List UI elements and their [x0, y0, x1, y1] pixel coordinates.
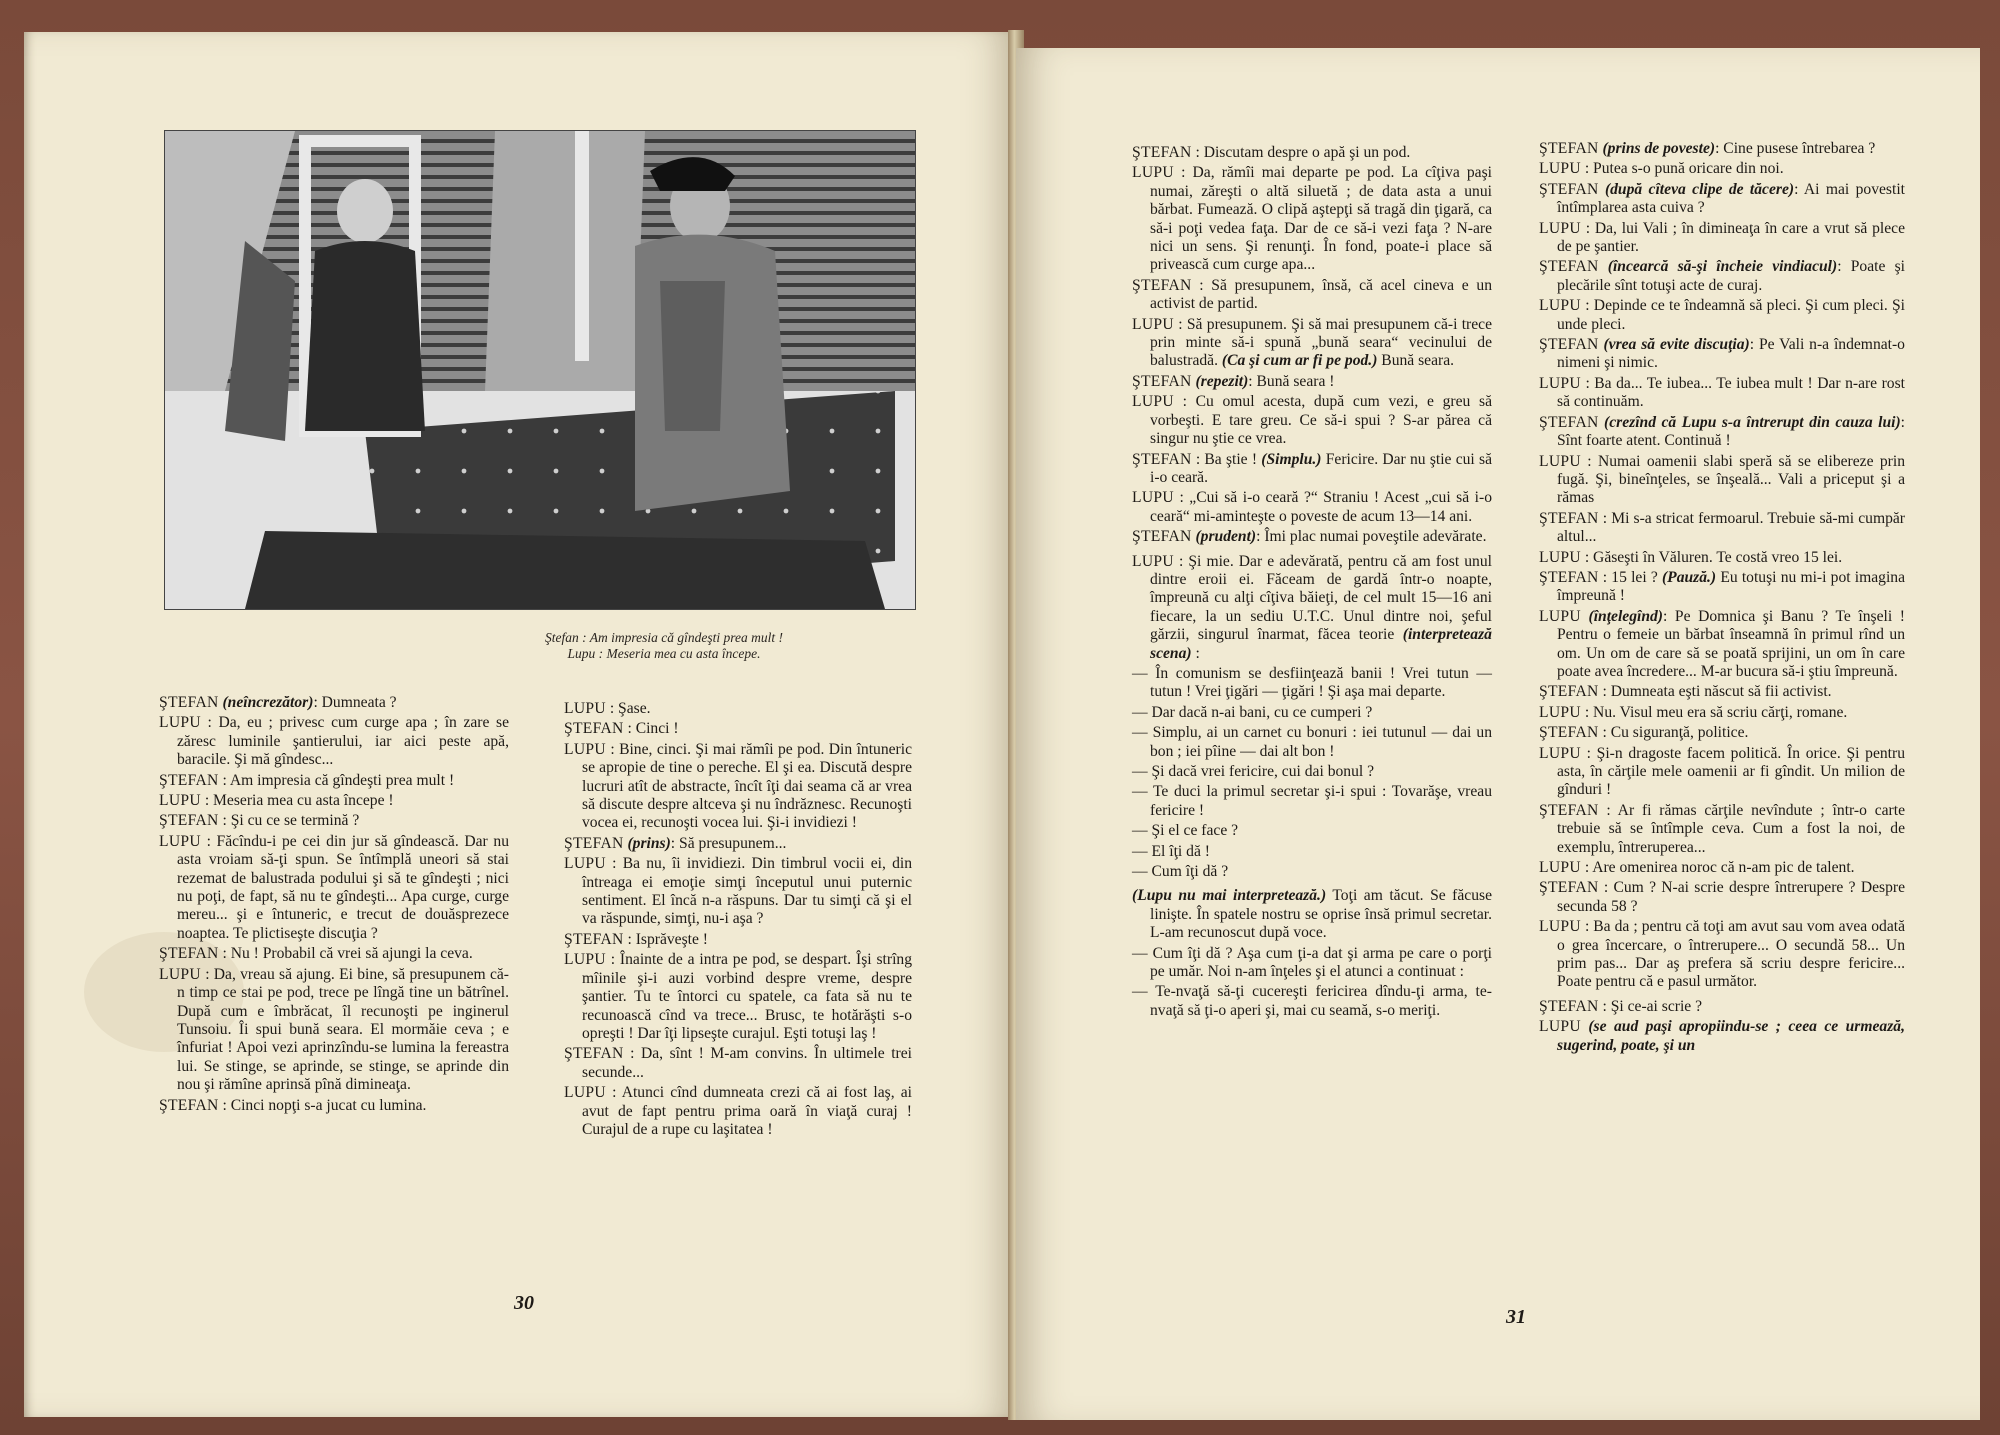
- dialogue-line: [564, 1045, 912, 1082]
- speaker-name: LUPU: [564, 700, 606, 717]
- speaker-name: LUPU: [1132, 489, 1174, 507]
- speaker-name: LUPU: [159, 832, 201, 850]
- dialogue-text: : Da, rămîi mai departe pe pod. La cîţiva paşi numai, zăreşti o altă siluetă ; de data asta a unui bărbat. Fumează. O clipă aştepţi să tragă din ţigară, ca să-i poţi vedea faţa. Dar de ce să-i vezi faţa ? N-are nici un sens. Şi renunţi. În fond, poate-i place să privească cum curge apa...: [1150, 164, 1492, 274]
- speaker-name: ŞTEFAN: [1539, 568, 1599, 586]
- speaker-name: LUPU: [1539, 918, 1581, 936]
- dialogue-text: : Şi ce-ai scrie ?: [1602, 997, 1703, 1015]
- dialogue-text: : Şi-n dragoste facem politică. În orice. Şi pentru asta, în cărţile mele oamenii ar fi gîndit. Un milion de gînduri !: [1557, 744, 1905, 799]
- speaker-name: ŞTEFAN: [564, 720, 624, 738]
- stage-direction: (Lupu nu mai interpretează.): [1132, 887, 1327, 905]
- dialogue-line: [159, 812, 509, 830]
- dialogue-text: : Depinde ce te îndeamnă să pleci. Şi cum pleci. Şi unde pleci.: [1557, 297, 1906, 333]
- speaker-name: ŞTEFAN: [1132, 450, 1192, 468]
- right-page-column-2: [1539, 140, 1905, 1057]
- dialogue-text: : Şase.: [609, 700, 651, 717]
- speaker-name: LUPU: [564, 951, 606, 969]
- stage-photo: [164, 130, 916, 610]
- dialogue-text: : Numai oamenii slabi speră să se elibereze prin fugă. Şi, bineînţeles, se înşeală... Vali a priceput şi a rămas: [1557, 452, 1905, 507]
- dialogue-text: : Sînt foarte atent. Continuă !: [1557, 413, 1905, 450]
- stage-direction: (prins): [627, 834, 671, 852]
- dialogue-line: [1132, 945, 1492, 982]
- dialogue-text: : Ba nu, îi invidiezi. Din timbrul vocii ei, din întreaga ei emoţie simţi începutul unui puternic sentiment. El încă n-a răspuns. Dar tu simţi că şi el va răspunde, simţi, nu-i aşa ?: [582, 855, 913, 928]
- speaker-name: ŞTEFAN: [159, 812, 219, 830]
- stage-direction: (prins de poveste): [1602, 140, 1716, 157]
- dialogue-text: : Atunci cînd dumneata crezi că ai fost laş, ai avut de fapt pentru prima oară în viaţă curaj ! Curajul de a rupe cu laşitatea !: [582, 1084, 912, 1138]
- dialogue-text: : Făcîndu-i pe cei din jur să gîndească. Dar nu asta vroiam să-ţi spun. Se întîmplă uneori să stai rezemat de balustrada podului şi să te gîndeşti ; nici nu poţi, de fapt, să nu te gîndeşti... Apa curge, curge mereu... şi e întuneric, e trecut de douăsprezece noaptea. Te plictiseşte discuţia ?: [177, 832, 509, 942]
- dialogue-line: [1539, 745, 1905, 800]
- left-page-column-1: [159, 694, 509, 1117]
- speaker-name: LUPU: [159, 714, 201, 732]
- stage-direction: (după cîteva clipe de tăcere): [1604, 180, 1795, 198]
- photo-caption: [444, 630, 884, 662]
- dialogue-text: : Înainte de a intra pe pod, se despart. Îşi strîng mîinile şi-i auzi vorbind despre vreme, despre şantier. Tu te întorci cu spatele, ca fata să nu te recunoască cînd va trece... Brusc, te hotărăşti s-o opreşti ! Dar îţi lipseşte curajul. Eşti totuşi laş !: [582, 951, 912, 1042]
- dialogue-line: [1132, 277, 1492, 314]
- speaker-name: ŞTEFAN: [1539, 801, 1599, 819]
- speaker-name: ŞTEFAN: [1132, 528, 1192, 546]
- dialogue-text: : Cinci !: [627, 720, 679, 738]
- dialogue-text: : Are omenirea noroc că n-am pic de talent.: [1584, 859, 1855, 877]
- dialogue-line: [1539, 549, 1905, 567]
- dialogue-line: [1132, 843, 1492, 861]
- caption-line: Lupu : Meseria mea cu asta începe.: [567, 646, 761, 661]
- dialogue-text: : Poate şi plecările sînt totuşi acte de curaj.: [1557, 258, 1905, 294]
- dialogue-text: : Îmi plac numai poveştile adevărate.: [1256, 528, 1487, 546]
- stage-direction: (Pauză.): [1661, 568, 1717, 586]
- dialogue-line: [1539, 297, 1905, 334]
- dialogue-text: : Cine pusese întrebarea ?: [1715, 140, 1876, 157]
- dialogue-text: Bună seara.: [1377, 352, 1455, 370]
- dialogue-line: [159, 772, 509, 790]
- dialogue-line: [1539, 724, 1905, 742]
- dialogue-text: : Cinci nopţi s-a jucat cu lumina.: [222, 1096, 427, 1114]
- stage-direction: (interpretează scena): [1150, 626, 1492, 662]
- dialogue-line: [1132, 863, 1492, 881]
- dialogue-line: [1539, 704, 1905, 722]
- speaker-name: LUPU: [1132, 315, 1174, 333]
- dialogue-line: [1539, 336, 1905, 373]
- speaker-name: LUPU: [1539, 374, 1581, 392]
- stage-direction: (neîncrezător): [222, 694, 314, 711]
- page-number-right: 31: [1506, 1306, 1526, 1328]
- dialogue-text: — Te-nvaţă să-ţi cucereşti fericirea dîndu-ţi arma, te-nvaţă să ţi-o aperi şi, mai cu seamă, s-o meriţi.: [1132, 983, 1492, 1019]
- dialogue-line: [159, 1097, 509, 1115]
- dialogue-text: : Să presupunem...: [670, 834, 787, 852]
- dialogue-line: [564, 1084, 912, 1139]
- left-page: [24, 32, 1014, 1417]
- speaker-name: ŞTEFAN: [159, 771, 219, 789]
- dialogue-text: — În comunism se desfiinţează banii ! Vrei tutun — tutun ! Vrei ţigări — ţigări ! Şi aşa mai departe.: [1132, 664, 1492, 701]
- speaker-name: ŞTEFAN: [1539, 997, 1599, 1015]
- speaker-name: ŞTEFAN: [1539, 413, 1599, 431]
- dialogue-text: Eu totuşi nu mi-i pot imagina împreună !: [1557, 568, 1905, 605]
- dialogue-line: [1539, 453, 1905, 508]
- dialogue-line: [1132, 983, 1492, 1020]
- dialogue-text: : Să presupunem. Şi să mai presupunem că-i trece prin minte să-i spună „bună seara“ vecinului de balustradă.: [1150, 315, 1492, 370]
- stage-direction: (înţelegînd): [1588, 607, 1663, 625]
- speaker-name: LUPU: [1132, 393, 1174, 411]
- speaker-name: ŞTEFAN: [1132, 276, 1192, 294]
- dialogue-text: : Putea s-o pună oricare din noi.: [1584, 160, 1784, 178]
- dialogue-text: : Şi cu ce se termină ?: [222, 812, 360, 830]
- dialogue-line: [159, 966, 509, 1095]
- speaker-name: ŞTEFAN: [1539, 336, 1599, 354]
- dialogue-text: — Şi dacă vrei fericire, cui dai bonul ?: [1132, 763, 1375, 780]
- page-number-left: 30: [514, 1292, 534, 1314]
- speaker-name: ŞTEFAN: [1539, 180, 1599, 198]
- dialogue-text: : Bine, cinci. Şi mai rămîi pe pod. Din întuneric se apropie de tine o pereche. El şi ea. Discută despre lucruri atît de abstracte, încît îţi dai seama că ar vrea să discute despre altceva şi nu îndrăznesc. Recunoşti vocea ei, recunoşti vocea lui. Şi-i invidiezi !: [582, 740, 912, 832]
- speaker-name: LUPU: [1539, 859, 1581, 877]
- stage-direction: (vrea să evite discuţia): [1603, 336, 1750, 354]
- speaker-name: LUPU: [1539, 607, 1581, 625]
- dialogue-line: [159, 945, 509, 963]
- dialogue-text: : Nu ! Probabil că vrei să ajungi la ceva.: [222, 945, 473, 963]
- dialogue-text: : Găseşti în Văluren. Te costă vreo 15 lei.: [1584, 548, 1843, 566]
- stage-direction: (prudent): [1195, 528, 1257, 546]
- dialogue-text: : Mi s-a stricat fermoarul. Trebuie să-mi cumpăr altul...: [1557, 509, 1905, 546]
- speaker-name: ŞTEFAN: [1539, 258, 1599, 276]
- dialogue-line: [1132, 887, 1492, 942]
- dialogue-text: : Cu omul acesta, după cum vezi, e greu să vorbeşti. E tare greu. Ce să-i spui ? S-ar părea că singur nu ştie ce vrea.: [1150, 393, 1492, 448]
- dialogue-line: [1539, 375, 1905, 412]
- speaker-name: ŞTEFAN: [564, 1045, 624, 1063]
- speaker-name: LUPU: [159, 792, 201, 810]
- dialogue-line: [1539, 879, 1905, 916]
- speaker-name: ŞTEFAN: [1132, 144, 1192, 161]
- dialogue-line: [1539, 802, 1905, 857]
- dialogue-text: : Să presupunem, însă, că acel cineva e un activist de partid.: [1150, 276, 1492, 313]
- dialogue-text: : Şi mie. Dar e adevărată, pentru că am fost unul dintre eroii ei. Făceam de gardă într-o noapte, împreună cu alţi cîţiva băieţi, de cel mult 15—16 ani fiecare, la un sediu U.T.C. Unul dintre noi, şeful gărzii, singurul înarmat, făcea teorie: [1150, 552, 1492, 644]
- dialogue-line: [159, 792, 509, 810]
- speaker-name: ŞTEFAN: [159, 694, 219, 711]
- dialogue-text: : Bună seara !: [1248, 372, 1335, 390]
- dialogue-text: : Cu siguranţă, politice.: [1602, 724, 1749, 742]
- speaker-name: LUPU: [1539, 548, 1581, 566]
- dialogue-text: — Dar dacă n-ai bani, cu ce cumperi ?: [1132, 703, 1373, 721]
- speaker-name: LUPU: [564, 740, 606, 758]
- dialogue-text: — Cum îţi dă ?: [1132, 863, 1229, 881]
- dialogue-line: [1539, 258, 1905, 295]
- speaker-name: ŞTEFAN: [1539, 724, 1599, 742]
- dialogue-line: [1132, 489, 1492, 526]
- speaker-name: LUPU: [1539, 744, 1581, 762]
- dialogue-line: [1132, 822, 1492, 840]
- dialogue-text: : Pe Domnica şi Banu ? Te înşeli ! Pentru o femeie un bărbat înseamnă în primul rînd un om. Un om de care să se poată sprijini, un om în care poate avea încredere... M-ar bucura să-i ştiu împreună.: [1557, 607, 1905, 680]
- right-page: [1016, 48, 1980, 1420]
- dialogue-line: [1132, 724, 1492, 761]
- speaker-name: LUPU: [564, 1084, 606, 1102]
- dialogue-text: Fericire. Dar nu ştie cui să i-o ceară.: [1150, 450, 1492, 486]
- speaker-name: ŞTEFAN: [159, 1096, 219, 1114]
- right-page-column-1: [1132, 144, 1492, 1022]
- dialogue-line: [1132, 451, 1492, 488]
- dialogue-line: [1539, 220, 1905, 257]
- speaker-name: ŞTEFAN: [159, 945, 219, 963]
- stage-direction: (Simplu.): [1261, 450, 1322, 468]
- dialogue-text: — El îţi dă !: [1132, 842, 1210, 860]
- dialogue-line: [564, 720, 912, 738]
- dialogue-line: [564, 931, 912, 949]
- dialogue-text: : Ba ştie !: [1195, 450, 1258, 468]
- dialogue-text: : Dumneata ?: [313, 694, 397, 711]
- speaker-name: ŞTEFAN: [1539, 879, 1599, 897]
- dialogue-text: : Meseria mea cu asta începe !: [204, 792, 394, 810]
- dialogue-line: [1539, 510, 1905, 547]
- dialogue-text: : Discutam despre o apă şi un pod.: [1195, 144, 1411, 161]
- stage-direction: (crezînd că Lupu s-a întrerupt din cauza lui): [1604, 413, 1901, 431]
- dialogue-text: : Am impresia că gîndeşti prea mult !: [222, 771, 455, 789]
- dialogue-line: [1132, 144, 1492, 162]
- stage-direction: (Ca şi cum ar fi pe pod.): [1221, 352, 1378, 370]
- speaker-name: LUPU: [1539, 219, 1581, 237]
- dialogue-text: : Isprăveşte !: [627, 930, 709, 948]
- dialogue-text: : Da, sînt ! M-am convins. În ultimele trei secunde...: [582, 1045, 912, 1081]
- caption-line: Ştefan : Am impresia că gîndeşti prea mult !: [545, 630, 783, 645]
- dialogue-text: : Cum ? N-ai scrie despre întrerupere ? Despre secunda 58 ?: [1557, 879, 1905, 915]
- speaker-name: LUPU: [1539, 297, 1581, 315]
- dialogue-line: [1132, 393, 1492, 448]
- dialogue-line: [1132, 164, 1492, 274]
- dialogue-line: [1132, 783, 1492, 820]
- speaker-name: ŞTEFAN: [1539, 683, 1599, 701]
- left-page-column-2: [564, 700, 912, 1141]
- speaker-name: LUPU: [1539, 160, 1581, 178]
- dialogue-line: [1132, 316, 1492, 371]
- stage-direction: (repezit): [1195, 372, 1249, 390]
- dialogue-line: [1132, 528, 1492, 546]
- dialogue-line: [1539, 998, 1905, 1016]
- dialogue-text: — Simplu, ai un carnet cu bonuri : iei tutunul — dai un bon ; iei pîine — dai alt bon !: [1132, 724, 1492, 760]
- dialogue-text: : Dumneata eşti născut să fii activist.: [1602, 683, 1832, 701]
- dialogue-text: : Da, vreau să ajung. Ei bine, să presupunem că-n timp ce stai pe pod, trece pe lîngă tine un bătrînel. După cum e îmbrăcat, îl recunoşti pe inginerul Tunsoiu. Îi spui bună seara. El mormăie ceva ; e înfuriat ! Apoi vezi aprinzîndu-se lumina la fereastra lui. Se stinge, se aprinde, se stinge, se aprinde din nou şi rămîne aprinsă pînă dimineaţa.: [177, 965, 509, 1094]
- speaker-name: LUPU: [1132, 164, 1174, 182]
- dialogue-line: [1539, 140, 1905, 158]
- dialogue-line: [159, 833, 509, 943]
- speaker-name: ŞTEFAN: [1539, 509, 1599, 527]
- dialogue-line: [1132, 704, 1492, 722]
- dialogue-text: : Da, eu ; privesc cum curge apa ; în zare se zăresc luminile şantierului, iar aici peste apă, baracile. Şi mă gîndesc...: [177, 714, 510, 769]
- dialogue-text: : Ar fi rămas cărţile nevîndute ; într-o carte trebuie să se întîmple ceva. Cum a fost la noi, de exemplu, întreruperea...: [1557, 801, 1905, 856]
- dialogue-text: : 15 lei ?: [1602, 568, 1658, 586]
- speaker-name: LUPU: [159, 965, 201, 983]
- dialogue-line: [564, 741, 912, 833]
- dialogue-line: [1132, 373, 1492, 391]
- dialogue-text: — Cum îţi dă ? Aşa cum ţi-a dat şi arma pe care o porţi pe umăr. Noi n-am înţeles şi el atunci a continuat :: [1132, 944, 1492, 981]
- speaker-name: LUPU: [1539, 1018, 1581, 1036]
- stage-photo-image: [165, 131, 915, 609]
- dialogue-text: : Nu. Visul meu era să scriu cărţi, romane.: [1584, 703, 1848, 721]
- dialogue-text: : Ba da ; pentru că toţi am avut sau vom avea odată o grea încercare, o întrerupere... O secundă 58... Un prim pas... Dar aş prefera să scriu despre fericire... Poate pentru că e pasul următor.: [1557, 918, 1905, 991]
- speaker-name: LUPU: [1539, 703, 1581, 721]
- dialogue-line: [564, 835, 912, 853]
- speaker-name: ŞTEFAN: [1539, 140, 1599, 157]
- dialogue-line: [159, 714, 509, 769]
- dialogue-text: : Da, lui Vali ; în dimineaţa în care a vrut să plece de pe şantier.: [1557, 219, 1905, 256]
- dialogue-text: : „Cui să i-o ceară ?“ Straniu ! Acest „cui să i-o ceară“ mi-aminteşte o poveste de acum 13—14 ani.: [1150, 489, 1492, 525]
- dialogue-text: : Pe Vali n-a îndemnat-o nimeni şi nimic.: [1557, 336, 1905, 372]
- dialogue-text: : Ai mai povestit întîmplarea asta cuiva ?: [1557, 180, 1905, 217]
- dialogue-line: [1539, 1018, 1905, 1055]
- dialogue-line: [159, 694, 509, 712]
- dialogue-line: [1539, 569, 1905, 606]
- dialogue-line: [1539, 683, 1905, 701]
- dialogue-text: Toţi am tăcut. Se făcuse linişte. În spatele nostru se oprise însă primul secretar. L-am recunoscut după voce.: [1150, 887, 1493, 942]
- speaker-name: LUPU: [1132, 552, 1174, 570]
- dialogue-line: [1132, 763, 1492, 781]
- dialogue-text: — Te duci la primul secretar şi-i spui : Tovarăşe, vreau fericire !: [1132, 783, 1492, 819]
- dialogue-line: [1539, 160, 1905, 178]
- dialogue-line: [1132, 665, 1492, 702]
- stage-direction: (încearcă să-şi încheie vindiacul): [1607, 258, 1838, 276]
- speaker-name: ŞTEFAN: [564, 834, 624, 852]
- dialogue-line: [564, 700, 912, 718]
- speaker-name: ŞTEFAN: [564, 930, 624, 948]
- dialogue-text: :: [1191, 644, 1200, 662]
- dialogue-line: [564, 855, 912, 929]
- dialogue-text: : Ba da... Te iubea... Te iubea mult ! Dar n-are rost să continuăm.: [1557, 374, 1905, 411]
- dialogue-line: [1539, 608, 1905, 682]
- speaker-name: LUPU: [1539, 452, 1581, 470]
- stage-direction: (se aud paşi apropiindu-se ; ceea ce urmează, sugerind, poate, şi un: [1557, 1018, 1905, 1054]
- dialogue-text: — Şi el ce face ?: [1132, 822, 1239, 840]
- dialogue-line: [1539, 181, 1905, 218]
- speaker-name: LUPU: [564, 855, 606, 873]
- dialogue-line: [1539, 859, 1905, 877]
- dialogue-line: [1539, 414, 1905, 451]
- dialogue-line: [1539, 918, 1905, 992]
- dialogue-line: [1132, 553, 1492, 663]
- speaker-name: ŞTEFAN: [1132, 372, 1192, 390]
- dialogue-line: [564, 951, 912, 1043]
